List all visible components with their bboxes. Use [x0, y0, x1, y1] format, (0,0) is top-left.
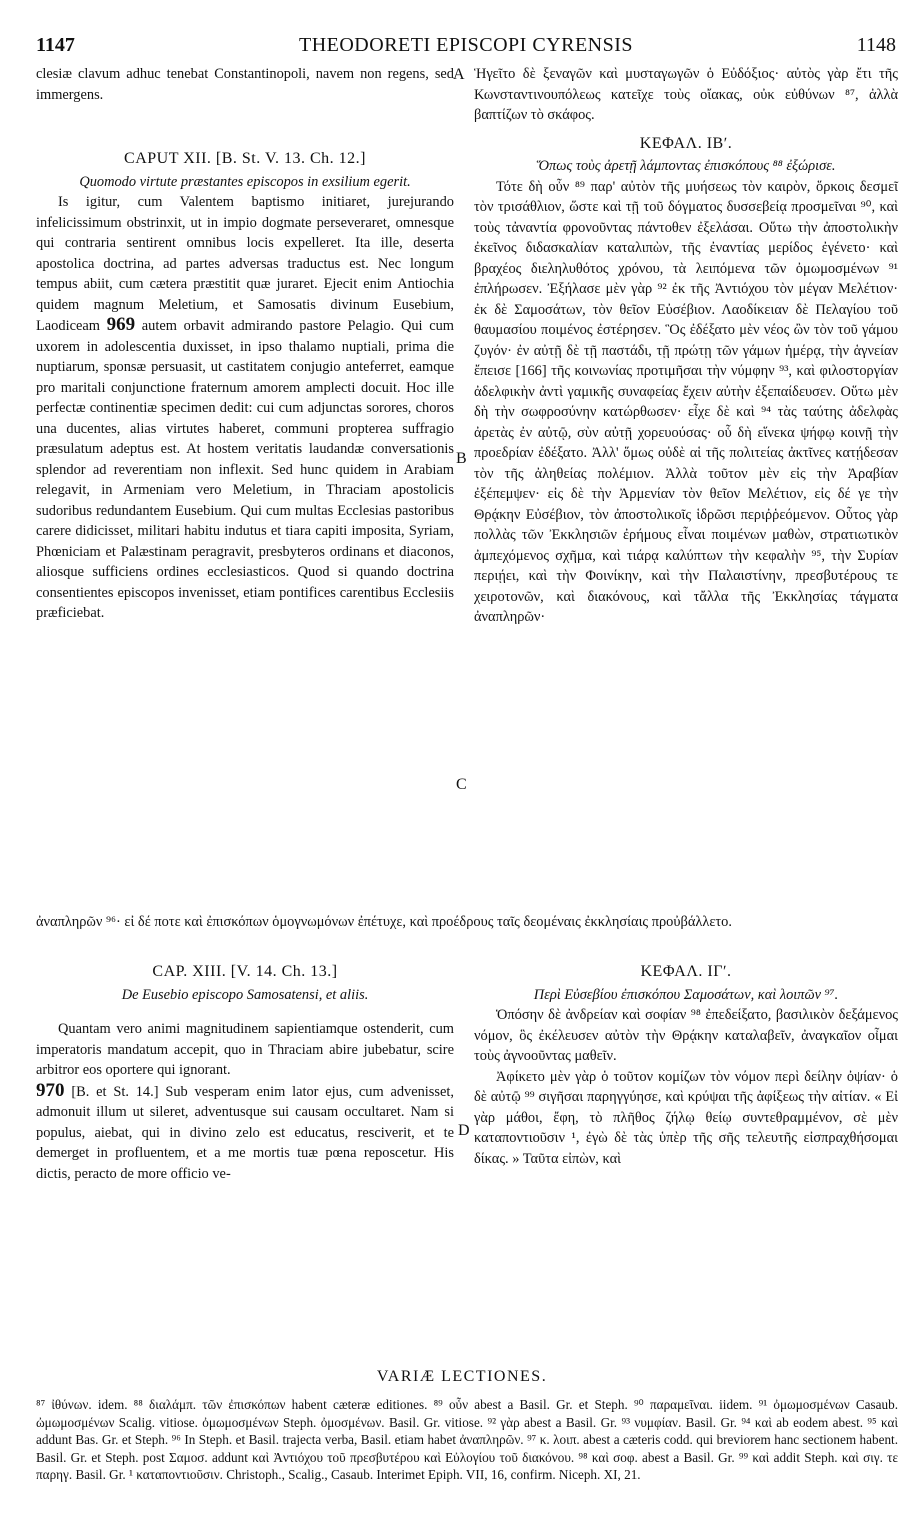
latin-caput12-heading: CAPUT XII. [B. St. V. 13. Ch. 12.] [124, 150, 366, 167]
running-header [36, 34, 896, 60]
running-title: THEODORETI EPISCOPI CYRENSIS [298, 34, 634, 56]
latin-column-lower [36, 962, 454, 1184]
greek-caput12-heading: ΚΕΦΑΛ. ΙΒʹ. [639, 134, 733, 152]
latin-caput12-title: Quomodo virtute præstantes episcopos in exsilium egerit. [79, 173, 411, 190]
latin-caput12-paragraph [36, 192, 454, 624]
greek-caput12-text: Τότε δὴ οὖν ⁸⁹ παρ' αὐτὸν τῆς μυήσεως τὸν καιρὸν, ὅρκοις δεσμεῖ τὸν τρισάθλιον, ὥστε καὶ τῇ τοῦ δόγματος δυσσεβείᾳ προσμεῖναι ⁹⁰, καὶ τοὺς τἀναντία φρονοῦντας πάντοθεν ἐξελάσαι. Οὕτω τὴν ἀποστολικὴν ἐκεῖνος διδασκαλίαν καταλιπὼν, τῆς ἐναντίας μερίδος ἐγένετο· καὶ βραχέος διεληλυθότος χρόνου, τὰ λειπόμενα τῶν ὀμωμοσμένων ⁹¹ ἐπλήρωσεν. Ἐξήλασε μὲν γὰρ ⁹² ἐκ τῆς Ἀντιόχου τὸν μέγαν Μελέτιον· ἐκ δὲ Σαμοσάτων, τὸν θεῖον Εὐσέβιον. Λαοδίκειαν δὲ Πελαγίου τοῦ θαυμασίου ποιμένος ἐστέρησεν. Ὃς ἐδέξατο μὲν νέος ὢν τὸν τοῦ γάμου ζυγόν· ἐν αὐτῇ δὲ τῇ παστάδι, τῇ πρώτῃ τῶν γάμων ἡμέρᾳ, τὴν ἁγνείαν ἔπεισε [166] τῆς κοινωνίας προτιμῆσαι τὴν νύμφην ⁹³, καὶ φιλοστοργίαν ἀδελφικὴν ἀντὶ γαμικῆς συναφείας ἔχειν αὐτὴν ἐξεπαίδευσεν. Οὕτω μὲν δὴ τὴν σωφροσύνην κατώρθωσεν· εἶχε δὲ καὶ ⁹⁴ τὰς ταύτης ἀδελφὰς ἀρετὰς ἐν αὐτῷ, σὺν αὐτῇ χορευούσας· οὗ δὴ εἵνεκα ψήφῳ κοινῇ τὴν προεδρίαν ἐδέξατο. Ἀλλ' ὅμως οὐδὲ αἱ τῆς πολιτείας ἀκτῖνες κατῄδεσαν τὸν τῆς ἀληθείας πολέμιον. Ἀλλὰ τοῦτον μὲν εἰς τὴν Ἀραβίαν ἐξέπεμψεν· εἰς δὲ τὴν Ἀρμενίαν τὸν θεῖον Μελέτιον, εἰς δέ γε τὴν Θρᾴκην Εὐσέβιον, τὸν ἀποστολικοῖς ἱδρῶσι περιῤῥεόμενον. Οὗτος γὰρ πολλὰς τῶν Ἐκκλησιῶν ἐρήμους εἶναι ποιμένων μαθὼν, στρατιωτικὸν ἀμπεχόμενος σχῆμα, καὶ τιάρᾳ καλύπτων τὴν κεφαλὴν ⁹⁵, τὴν Συρίαν περιῄει, καὶ τὴν Φοινίκην, καὶ τὴν Παλαιστίνην, πρεσβυτέρους τε χειροτονῶν, καὶ διακόνους, καὶ τἄλλα τῆς Ἐκκλησίας τάγματα ἀναπληρῶν· [474, 178, 898, 625]
greek-caput13-text-b: Ἀφίκετο μὲν γὰρ ὁ τοῦτον κομίζων τὸν νόμον περὶ δείλην ὀψίαν· ὁ δὲ αὐτῷ ⁹⁹ σιγῆσαι παρηγγύησε, καὶ κρύψαι τῆς ἀφίξεως τὴν αἰτίαν. « Εἰ γὰρ μάθοι, ἔφη, τὸ πλῆθος ζήλῳ θείῳ συντεθραμμένον, σὲ μὲν καταποντιοῦσιν ¹, ἐγὼ δὲ τὰς ὑπὲρ τῆς σῆς τελευτῆς εἰσπραχθήσομαι δίκας. » Ταῦτα εἰπὼν, καὶ [474, 1068, 898, 1167]
latin-column-upper [36, 64, 454, 624]
margin-letter-c: C [456, 776, 467, 793]
greek-caput13-text-a: Ὁπόσην δὲ ἀνδρείαν καὶ σοφίαν ⁹⁸ ἐπεδείξατο, βασιλικὸν δεξάμενος νόμον, ὃς ἐκέλευσεν αὐτὸν τὴν Θρᾴκην καταλαβεῖν, ἀναγκαῖον οἶμαι τοὺς ἀγνοοῦντας μαθεῖν. [474, 1007, 898, 1064]
page-number-right: 1148 [856, 34, 896, 56]
latin-caput13-heading: CAP. XIII. [V. 14. Ch. 13.] [152, 963, 338, 980]
latin-caput13-paragraph [36, 1081, 454, 1185]
margin-letter-b: B [456, 450, 467, 467]
latin-caput13-title: De Eusebio episcopo Samosatensi, et aliis. [121, 986, 369, 1003]
greek-caput13-heading: ΚΕΦΑΛ. ΙΓʹ. [640, 963, 732, 980]
margin-letter-a: A [453, 66, 465, 83]
column-number-970: 970 [36, 1079, 65, 1101]
lectiones-text: ⁸⁷ ἰθύνων. idem. ⁸⁸ διαλάμπ. τῶν ἐπισκόπων habent cæteræ editiones. ⁸⁹ οὖν abest a Basil. Gr. et Steph. ⁹⁰ παραμεῖναι. iidem. ⁹¹ ὀμωμοσμένων Casaub. ὠμωμοσμένων Scalig. vitiose. ὀμωμοσμένων Steph. ὀμοσμένων. Basil. Gr. vitiose. ⁹² γὰρ abest a Basil. Gr. ⁹³ νυμφίαν. Basil. Gr. ⁹⁴ καὶ ab eodem abest. ⁹⁵ καὶ addunt Bas. Gr. et Steph. ⁹⁶ In Steph. et Basil. trajecta verba, Basil. etiam habet ἀναπληρῶν. ⁹⁷ κ. λοιπ. abest a cæteris codd. qui breviorem hanc sectionem habent. Basil. Gr. et Steph. post Σαμοσ. addunt καὶ Ἀντιόχου τοῦ πρεσβυτέρου καὶ Εὐλογίου τοῦ διακόνου. ⁹⁸ καὶ σοφ. abest a Basil. Gr. ⁹⁹ καὶ addit Steph. καὶ σιγ. τε παρηγ. Basil. Gr. ¹ καταποντιοῦσιν. Christoph., Scalig., Casaub. Interimet Epiph. VII, 16, confirm. Niceph. XI, 21. [36, 1397, 898, 1483]
greek-caput13-title: Περὶ Εὐσεβίου ἐπισκόπου Σαμοσάτων, καὶ λοιπῶν ⁹⁷. [533, 986, 839, 1003]
greek-fullwidth-continuation [36, 912, 898, 933]
latin-intro: clesiæ clavum adhuc tenebat Constantinopoli, navem non regens, sed immergens. [36, 66, 454, 103]
lectiones-title: VARIÆ LECTIONES. [376, 1368, 548, 1385]
greek-fullwidth-text: ἀναπληρῶν ⁹⁶· εἰ δέ ποτε καὶ ἐπισκόπων ὁμογνωμόνων ἐπέτυχε, καὶ προέδρους ταῖς δεομέναις ἐκκλησίαις προὐβάλλετο. [36, 914, 732, 930]
latin-caput12-text-a: Is igitur, cum Valentem baptismo initiaret, jurejurando infelicissimum obstrinxit, ut in impio dogmate perseveraret, omnesque qui contraria sentirent omnibus locis expelleret. Ita ille, deserta apostolica doctrina, ad partes adversas traductus est. Nec longum tempus abiit, cum cætera præstitit quæ juraret. Ejecit enim Antiochia quidem magnum Meletium, et Samosatis divinum Eusebium, Laodiceam [36, 194, 454, 334]
page-number-left: 1147 [36, 34, 75, 56]
margin-letter-d: D [458, 1122, 470, 1139]
greek-column-upper [474, 64, 898, 628]
latin-caput13-text-a: Quantam vero animi magnitudinem sapientiamque ostenderit, cum imperatoris mandatum accepit, quo in Thraciam abire jubebatur, scire arbitror eos oportere qui ignorant. [36, 1021, 454, 1078]
latin-caput13-text-b: [B. et St. 14.] Sub vesperam enim lator ejus, cum advenisset, admonuit illum ut sileret, adventusque sui causam occultaret. Nam si populus, aiebat, qui in divino zelo est educatus, resciverit, et te demerget in profluentem, et a me mortis tuæ pœna reposcetur. His dictis, peracto de more officio ve- [36, 1083, 454, 1182]
column-number-969: 969 [106, 314, 136, 335]
greek-column-lower [474, 962, 898, 1169]
lectiones-notes [36, 1396, 898, 1484]
greek-caput12-title: Ὅπως τοὺς ἀρετῇ λάμποντας ἐπισκόπους ⁸⁸ ἐξώρισε. [536, 158, 836, 174]
greek-intro: Ἡγεῖτο δὲ ξεναγῶν καὶ μυσταγωγῶν ὁ Εὐδόξιος· αὐτὸς γὰρ ἔτι τῆς Κωνσταντινουπόλεως κατεῖχε τοὺς οἴακας, οὐκ εὐθύνων ⁸⁷, ἀλλὰ βαπτίζων τὸ σκάφος. [474, 66, 898, 123]
latin-caput12-text-b: autem orbavit admirando pastore Pelagio. Qui cum uxorem in adolescentia duxisset, in ipso thalamo nuptiali, prima die nuptiarum, sponsæ persuasit, ut castitatem conjugio anteferret, eamque pro maritali conjunctione fraternum amorem amplecti docuit. Hoc ille perfectæ continentiæ specimen dedit: cui cum adjunctas sorores, choros una ducentes, alias virtutes haberet, communi propterea suffragio præsulatum adeptus est. At hostem veritatis laudandæ conversationis splendor ad reverentiam non inflexit. Sed hunc quidem in Arabiam relegavit, in Armeniam vero Meletium, in Thraciam apostolicis sudoribus redundantem Eusebium. Qui cum multas Ecclesias pastoribus carere didicisset, militari habitu indutus et tiara capiti imposita, Syriam, Phœniciam et Palæstinam peragravit, presbyteros ordinans et diaconos, aliosque sufficiens ordines ecclesiasticos. Quod si quando doctrina consentientes episcopos invenisset, etiam pontifices carentibus Ecclesiis præficiebat. [36, 318, 454, 621]
